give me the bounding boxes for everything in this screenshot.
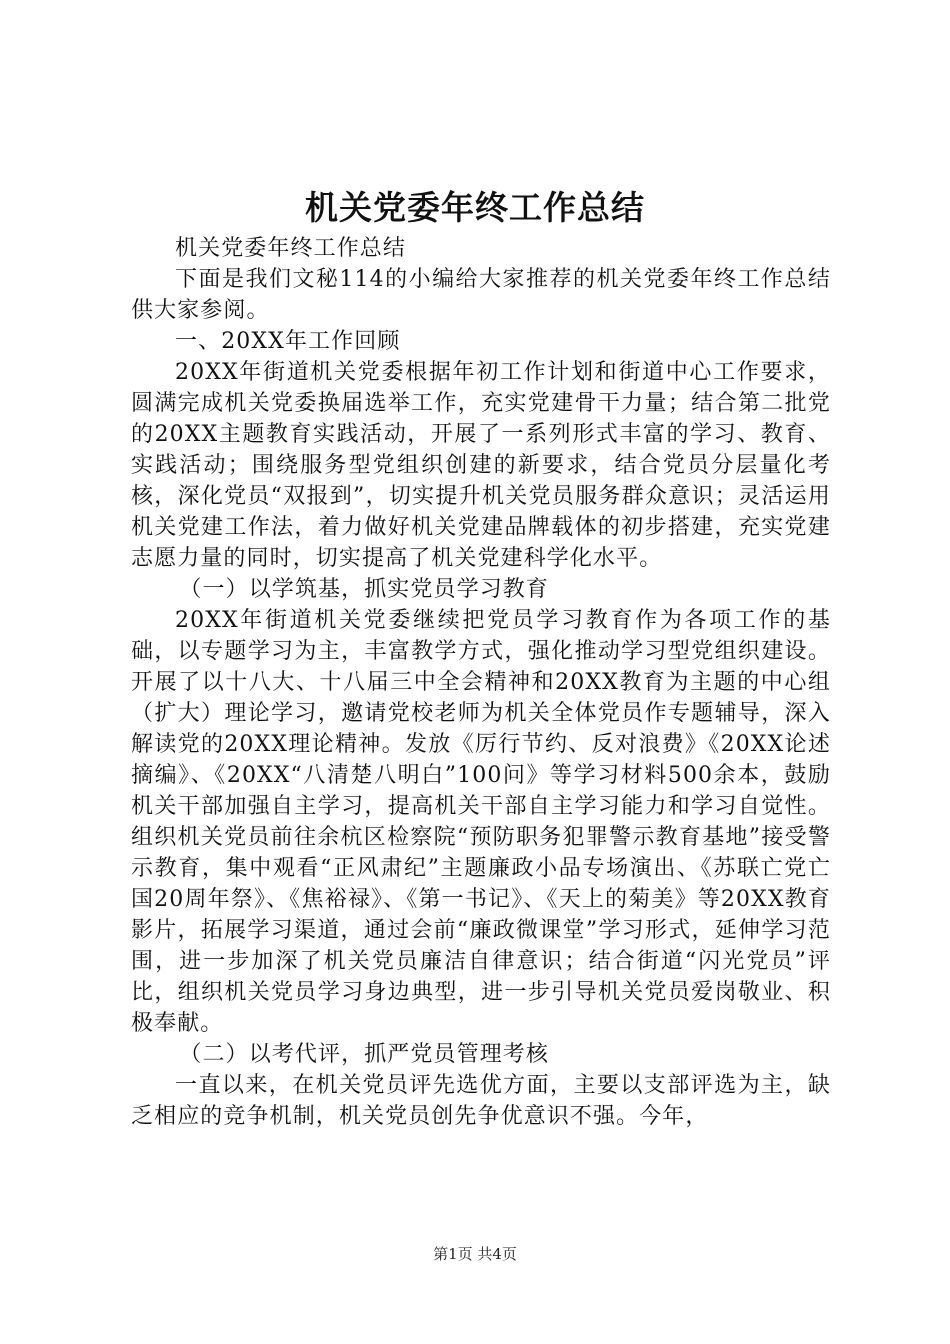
section-heading-review: 一、20XX年工作回顾 bbox=[175, 329, 401, 354]
document-body bbox=[131, 233, 831, 1132]
page-number-footer: 第1页 共4页 bbox=[433, 1245, 517, 1263]
paragraph-study: 20XX年街道机关党委继续把党员学习教育作为各项工作的基础，以专题学习为主，丰富教学方式，强化推动学习型党组织建设。开展了以十八大、十八届三中全会精神和20XX教育为主题的中心组（扩大）理论学习，邀请党校老师为机关全体党员作专题辅导，深入解读党的20XX理论精神。发放《厉行节约、反对浪费》《20XX论述摘编》、《20XX“八清楚八明白”100问》等学习材料500余本，鼓励机关干部加强自主学习，提高机关干部自主学习能力和学习自觉性。组织机关党员前往余杭区检察院“预防职务犯罪警示教育基地”接受警示教育，集中观看“正风肃纪”主题廉政小品专场演出、《苏联亡党亡国20周年祭》、《焦裕禄》、《第一书记》、《天上的菊美》等20XX教育影片，拓展学习渠道，通过会前“廉政微课堂”学习形式，延伸学习范围，进一步加深了机关党员廉洁自律意识；结合街道“闪光党员”评比，组织机关党员学习身边典型，进一步引导机关党员爱岗敬业、积极奉献。 bbox=[131, 608, 831, 1036]
paragraph-intro: 下面是我们文秘114的小编给大家推荐的机关党委年终工作总结供大家参阅。 bbox=[131, 267, 831, 323]
paragraph-review: 20XX年街道机关党委根据年初工作计划和街道中心工作要求，圆满完成机关党委换届选举工作，充实党建骨干力量；结合第二批党的20XX主题教育实践活动，开展了一系列形式丰富的学习、教育、实践活动；围绕服务型党组织创建的新要求，结合党员分层量化考核，深化党员“双报到”，切实提升机关党员服务群众意识；灵活运用机关党建工作法，着力做好机关党建品牌载体的初步搭建，充实党建志愿力量的同时，切实提高了机关党建科学化水平。 bbox=[131, 360, 831, 571]
paragraph-subtitle: 机关党委年终工作总结 bbox=[175, 236, 407, 261]
subsection-heading-assessment: （二）以考代评，抓严党员管理考核 bbox=[179, 1042, 549, 1067]
subsection-heading-study: （一）以学筑基，抓实党员学习教育 bbox=[179, 577, 549, 602]
document-title: 机关党委年终工作总结 bbox=[305, 188, 645, 227]
paragraph-assessment: 一直以来，在机关党员评先选优方面，主要以支部评选为主，缺乏相应的竞争机制，机关党员创先争优意识不强。今年， bbox=[131, 1073, 831, 1129]
